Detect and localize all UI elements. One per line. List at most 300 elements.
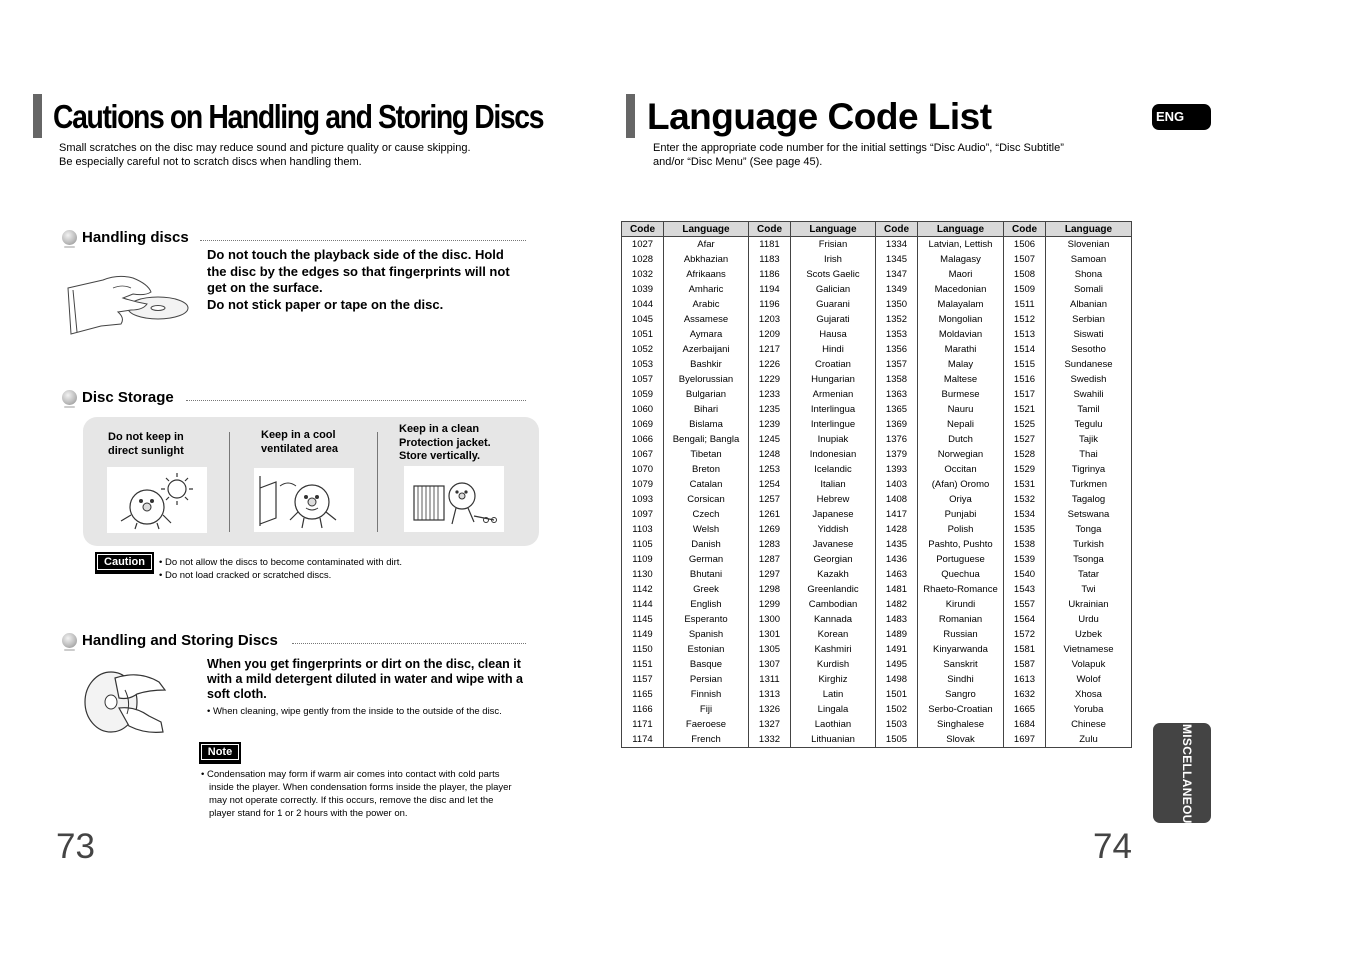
language-code-cell: 1150 [622, 642, 664, 657]
language-name-cell: Estonian [664, 642, 749, 657]
language-code-cell: 1332 [749, 732, 791, 748]
language-code-cell: 1144 [622, 597, 664, 612]
language-code-cell: 1233 [749, 387, 791, 402]
language-name-cell: Icelandic [791, 462, 876, 477]
title-bar-right [626, 94, 635, 138]
language-code-cell: 1352 [876, 312, 918, 327]
table-row [622, 657, 1132, 672]
cleaning-bullet: • When cleaning, wipe gently from the inside to the outside of the disc. [207, 706, 502, 717]
section-bullet-icon [62, 230, 77, 245]
language-code-cell: 1350 [876, 297, 918, 312]
language-name-cell: Russian [918, 627, 1004, 642]
language-code-cell: 1512 [1004, 312, 1046, 327]
table-row [622, 717, 1132, 732]
language-name-cell: Malayalam [918, 297, 1004, 312]
language-code-cell: 1300 [749, 612, 791, 627]
language-name-cell: Scots Gaelic [791, 267, 876, 282]
language-code-cell: 1254 [749, 477, 791, 492]
language-name-cell: Kannada [791, 612, 876, 627]
language-name-cell: Thai [1046, 447, 1132, 462]
language-code-cell: 1066 [622, 432, 664, 447]
language-name-cell: Albanian [1046, 297, 1132, 312]
language-code-cell: 1053 [622, 357, 664, 372]
language-code-cell: 1297 [749, 567, 791, 582]
language-code-cell: 1283 [749, 537, 791, 552]
language-code-cell: 1428 [876, 522, 918, 537]
language-name-cell: Volapuk [1046, 657, 1132, 672]
language-code-cell: 1059 [622, 387, 664, 402]
language-code-cell: 1093 [622, 492, 664, 507]
language-code-cell: 1299 [749, 597, 791, 612]
language-name-cell: Shona [1046, 267, 1132, 282]
language-name-cell: Abkhazian [664, 252, 749, 267]
language-name-cell: Corsican [664, 492, 749, 507]
language-name-cell: (Afan) Oromo [918, 477, 1004, 492]
divider [200, 240, 526, 241]
language-name-cell: English [664, 597, 749, 612]
language-name-cell: Frisian [791, 237, 876, 253]
language-code-cell: 1070 [622, 462, 664, 477]
language-name-cell: Afrikaans [664, 267, 749, 282]
section-heading: Disc Storage [82, 389, 174, 406]
note-badge: Note [199, 742, 241, 764]
table-row [622, 597, 1132, 612]
language-name-cell: Uzbek [1046, 627, 1132, 642]
language-name-cell: Laothian [791, 717, 876, 732]
language-name-cell: Latin [791, 687, 876, 702]
section-bullet-icon [62, 390, 77, 405]
table-row [622, 687, 1132, 702]
language-name-cell: Georgian [791, 552, 876, 567]
table-row [622, 612, 1132, 627]
language-code-cell: 1209 [749, 327, 791, 342]
language-name-cell: Mongolian [918, 312, 1004, 327]
page-title-right: Language Code List [647, 96, 992, 137]
language-name-cell: Japanese [791, 507, 876, 522]
language-name-cell: Moldavian [918, 327, 1004, 342]
storage-label-sunlight: Do not keep in direct sunlight [108, 431, 184, 457]
language-code-cell: 1376 [876, 432, 918, 447]
language-name-cell: Burmese [918, 387, 1004, 402]
language-name-cell: Hungarian [791, 372, 876, 387]
language-code-cell: 1186 [749, 267, 791, 282]
language-code-cell: 1257 [749, 492, 791, 507]
language-code-cell: 1481 [876, 582, 918, 597]
language-code-cell: 1697 [1004, 732, 1046, 748]
table-row [622, 327, 1132, 342]
language-code-cell: 1632 [1004, 687, 1046, 702]
language-code-cell: 1543 [1004, 582, 1046, 597]
language-name-cell: Finnish [664, 687, 749, 702]
language-code-cell: 1157 [622, 672, 664, 687]
language-name-cell: Malagasy [918, 252, 1004, 267]
language-name-cell: Urdu [1046, 612, 1132, 627]
language-name-cell: Greek [664, 582, 749, 597]
language-name-cell: Tatar [1046, 567, 1132, 582]
language-name-cell: Nepali [918, 417, 1004, 432]
language-name-cell: Quechua [918, 567, 1004, 582]
language-code-cell: 1369 [876, 417, 918, 432]
language-name-cell: Byelorussian [664, 372, 749, 387]
language-code-cell: 1039 [622, 282, 664, 297]
language-code-cell: 1538 [1004, 537, 1046, 552]
language-name-cell: Esperanto [664, 612, 749, 627]
language-code-cell: 1347 [876, 267, 918, 282]
language-code-cell: 1045 [622, 312, 664, 327]
language-code-cell: 1532 [1004, 492, 1046, 507]
language-code-cell: 1393 [876, 462, 918, 477]
language-code-cell: 1379 [876, 447, 918, 462]
language-name-cell: Tamil [1046, 402, 1132, 417]
language-code-cell: 1334 [876, 237, 918, 253]
language-name-cell: Zulu [1046, 732, 1132, 748]
language-code-cell: 1613 [1004, 672, 1046, 687]
language-name-cell: Kashmiri [791, 642, 876, 657]
language-name-cell: Sundanese [1046, 357, 1132, 372]
language-name-cell: Maori [918, 267, 1004, 282]
language-code-cell: 1517 [1004, 387, 1046, 402]
language-code-cell: 1079 [622, 477, 664, 492]
language-code-cell: 1298 [749, 582, 791, 597]
language-code-cell: 1196 [749, 297, 791, 312]
language-code-cell: 1417 [876, 507, 918, 522]
column-header: Code [1004, 222, 1046, 237]
table-header-row [622, 222, 1132, 237]
language-name-cell: Kinyarwanda [918, 642, 1004, 657]
language-name-cell: Tegulu [1046, 417, 1132, 432]
language-code-cell: 1313 [749, 687, 791, 702]
language-code-cell: 1515 [1004, 357, 1046, 372]
intro-right: Enter the appropriate code number for the initial settings “Disc Audio”, “Disc Subtitle” and/or “Disc Menu” (See page 45). [653, 142, 1064, 168]
language-name-cell: Interlingua [791, 402, 876, 417]
language-code-cell: 1408 [876, 492, 918, 507]
language-name-cell: Rhaeto-Romance [918, 582, 1004, 597]
table-row [622, 342, 1132, 357]
divider [292, 643, 526, 644]
storage-label-jacket: Keep in a clean Protection jacket. Store vertically. [399, 423, 491, 462]
language-name-cell: Gujarati [791, 312, 876, 327]
language-code-cell: 1103 [622, 522, 664, 537]
language-name-cell: Danish [664, 537, 749, 552]
caution-text: • Do not allow the discs to become contaminated with dirt. • Do not load cracked or scratched discs. [159, 557, 403, 581]
language-name-cell: Welsh [664, 522, 749, 537]
language-code-cell: 1217 [749, 342, 791, 357]
language-name-cell: Afar [664, 237, 749, 253]
language-code-cell: 1060 [622, 402, 664, 417]
table-row [622, 312, 1132, 327]
language-name-cell: Fiji [664, 702, 749, 717]
language-tab-eng: ENG [1152, 104, 1211, 130]
language-name-cell: Tonga [1046, 522, 1132, 537]
language-code-cell: 1203 [749, 312, 791, 327]
language-code-cell: 1435 [876, 537, 918, 552]
section-handling-discs [62, 229, 189, 246]
language-code-cell: 1229 [749, 372, 791, 387]
language-code-cell: 1403 [876, 477, 918, 492]
language-name-cell: Norwegian [918, 447, 1004, 462]
language-code-cell: 1305 [749, 642, 791, 657]
language-code-cell: 1253 [749, 462, 791, 477]
sun-disc-illustration [107, 467, 207, 533]
language-name-cell: Bihari [664, 402, 749, 417]
language-name-cell: Sanskrit [918, 657, 1004, 672]
language-code-cell: 1527 [1004, 432, 1046, 447]
language-code-cell: 1245 [749, 432, 791, 447]
language-code-cell: 1287 [749, 552, 791, 567]
language-name-cell: Malay [918, 357, 1004, 372]
language-name-cell: Tsonga [1046, 552, 1132, 567]
language-name-cell: Latvian, Lettish [918, 237, 1004, 253]
language-code-cell: 1311 [749, 672, 791, 687]
language-code-cell: 1498 [876, 672, 918, 687]
language-code-cell: 1483 [876, 612, 918, 627]
language-code-cell: 1105 [622, 537, 664, 552]
language-name-cell: Xhosa [1046, 687, 1132, 702]
language-code-cell: 1521 [1004, 402, 1046, 417]
language-code-cell: 1365 [876, 402, 918, 417]
table-row [622, 537, 1132, 552]
language-name-cell: Polish [918, 522, 1004, 537]
language-name-cell: Spanish [664, 627, 749, 642]
language-name-cell: Kurdish [791, 657, 876, 672]
language-name-cell: Oriya [918, 492, 1004, 507]
table-row [622, 402, 1132, 417]
language-code-cell: 1436 [876, 552, 918, 567]
table-row [622, 447, 1132, 462]
language-name-cell: Sangro [918, 687, 1004, 702]
language-name-cell: Bulgarian [664, 387, 749, 402]
language-name-cell: Dutch [918, 432, 1004, 447]
language-name-cell: Faeroese [664, 717, 749, 732]
language-code-cell: 1069 [622, 417, 664, 432]
language-name-cell: Cambodian [791, 597, 876, 612]
language-code-cell: 1358 [876, 372, 918, 387]
language-name-cell: Czech [664, 507, 749, 522]
jacket-disc-illustration [404, 466, 504, 532]
table-row [622, 357, 1132, 372]
language-code-cell: 1516 [1004, 372, 1046, 387]
language-name-cell: Persian [664, 672, 749, 687]
caution-badge: Caution [95, 552, 154, 574]
language-name-cell: Italian [791, 477, 876, 492]
language-name-cell: Kirundi [918, 597, 1004, 612]
language-name-cell: Greenlandic [791, 582, 876, 597]
language-code-cell: 1044 [622, 297, 664, 312]
language-code-cell: 1307 [749, 657, 791, 672]
language-name-cell: Twi [1046, 582, 1132, 597]
language-code-cell: 1495 [876, 657, 918, 672]
table-row [622, 252, 1132, 267]
table-row [622, 642, 1132, 657]
language-code-cell: 1665 [1004, 702, 1046, 717]
hand-holding-disc-illustration [63, 268, 191, 336]
intro-left: Small scratches on the disc may reduce sound and picture quality or cause skipping. Be especially careful not to scratch discs when handling them. [59, 142, 471, 168]
section-bullet-icon [62, 633, 77, 648]
language-name-cell: Samoan [1046, 252, 1132, 267]
language-code-cell: 1539 [1004, 552, 1046, 567]
table-row [622, 387, 1132, 402]
language-code-cell: 1353 [876, 327, 918, 342]
language-code-cell: 1463 [876, 567, 918, 582]
language-name-cell: Swedish [1046, 372, 1132, 387]
language-name-cell: Amharic [664, 282, 749, 297]
section-heading: Handling and Storing Discs [82, 632, 278, 649]
language-name-cell: Aymara [664, 327, 749, 342]
language-name-cell: Sindhi [918, 672, 1004, 687]
language-code-cell: 1194 [749, 282, 791, 297]
language-name-cell: Sesotho [1046, 342, 1132, 357]
language-code-cell: 1327 [749, 717, 791, 732]
language-code-cell: 1057 [622, 372, 664, 387]
language-name-cell: Azerbaijani [664, 342, 749, 357]
column-header: Code [876, 222, 918, 237]
language-name-cell: Breton [664, 462, 749, 477]
language-code-cell: 1130 [622, 567, 664, 582]
storage-label-cool: Keep in a cool ventilated area [261, 429, 339, 455]
language-code-cell: 1581 [1004, 642, 1046, 657]
section-disc-storage [62, 389, 174, 406]
language-code-cell: 1540 [1004, 567, 1046, 582]
language-code-cell: 1513 [1004, 327, 1046, 342]
language-code-cell: 1165 [622, 687, 664, 702]
language-name-cell: Vietnamese [1046, 642, 1132, 657]
language-name-cell: Kirghiz [791, 672, 876, 687]
language-name-cell: Portuguese [918, 552, 1004, 567]
language-code-cell: 1145 [622, 612, 664, 627]
language-name-cell: Bislama [664, 417, 749, 432]
language-code-cell: 1166 [622, 702, 664, 717]
column-header: Language [791, 222, 876, 237]
language-name-cell: Tibetan [664, 447, 749, 462]
miscellaneous-tab-label: MISCELLANEOUS [1180, 724, 1194, 832]
language-name-cell: Yoruba [1046, 702, 1132, 717]
language-name-cell: Punjabi [918, 507, 1004, 522]
column-header: Language [1046, 222, 1132, 237]
language-name-cell: Bashkir [664, 357, 749, 372]
language-code-cell: 1142 [622, 582, 664, 597]
language-code-cell: 1363 [876, 387, 918, 402]
cleaning-disc-illustration [79, 660, 169, 740]
language-code-cell: 1345 [876, 252, 918, 267]
table-row [622, 417, 1132, 432]
language-code-cell: 1482 [876, 597, 918, 612]
note-text: • Condensation may form if warm air comes into contact with cold parts inside the player. When condensation forms inside the player, the player may not operate correctly. If this occurs, remove the disc and let the player stand for 1 or 2 hours with the power on. [201, 769, 512, 819]
table-row [622, 267, 1132, 282]
table-row [622, 522, 1132, 537]
language-name-cell: Singhalese [918, 717, 1004, 732]
language-name-cell: Setswana [1046, 507, 1132, 522]
divider [229, 432, 230, 532]
language-code-cell: 1564 [1004, 612, 1046, 627]
language-name-cell: Serbian [1046, 312, 1132, 327]
section-handling-storing [62, 632, 278, 649]
language-name-cell: Siswati [1046, 327, 1132, 342]
language-code-cell: 1181 [749, 237, 791, 253]
language-code-cell: 1052 [622, 342, 664, 357]
language-name-cell: German [664, 552, 749, 567]
language-code-cell: 1174 [622, 732, 664, 748]
table-row [622, 237, 1132, 253]
language-code-cell: 1067 [622, 447, 664, 462]
table-row [622, 492, 1132, 507]
table-row [622, 462, 1132, 477]
language-code-cell: 1489 [876, 627, 918, 642]
page-title-left: Cautions on Handling and Storing Discs [53, 98, 544, 135]
language-name-cell: Hebrew [791, 492, 876, 507]
language-code-cell: 1226 [749, 357, 791, 372]
table-row [622, 732, 1132, 748]
column-header: Code [749, 222, 791, 237]
language-code-cell: 1587 [1004, 657, 1046, 672]
language-code-cell: 1032 [622, 267, 664, 282]
language-code-cell: 1502 [876, 702, 918, 717]
language-name-cell: Hausa [791, 327, 876, 342]
language-code-cell: 1501 [876, 687, 918, 702]
table-row [622, 627, 1132, 642]
language-code-table [621, 221, 1132, 748]
language-code-cell: 1511 [1004, 297, 1046, 312]
table-row [622, 477, 1132, 492]
language-name-cell: Hindi [791, 342, 876, 357]
language-code-cell: 1491 [876, 642, 918, 657]
language-name-cell: French [664, 732, 749, 748]
language-code-cell: 1503 [876, 717, 918, 732]
divider [186, 400, 526, 401]
language-name-cell: Irish [791, 252, 876, 267]
table-row [622, 702, 1132, 717]
language-name-cell: Slovak [918, 732, 1004, 748]
language-name-cell: Arabic [664, 297, 749, 312]
table-row [622, 507, 1132, 522]
language-name-cell: Pashto, Pushto [918, 537, 1004, 552]
cool-area-disc-illustration [254, 468, 354, 532]
language-name-cell: Assamese [664, 312, 749, 327]
language-name-cell: Korean [791, 627, 876, 642]
language-name-cell: Swahili [1046, 387, 1132, 402]
language-name-cell: Basque [664, 657, 749, 672]
language-name-cell: Maltese [918, 372, 1004, 387]
language-name-cell: Slovenian [1046, 237, 1132, 253]
language-name-cell: Guarani [791, 297, 876, 312]
language-code-cell: 1235 [749, 402, 791, 417]
language-code-cell: 1356 [876, 342, 918, 357]
title-bar-left [33, 94, 42, 138]
column-header: Language [918, 222, 1004, 237]
section-heading: Handling discs [82, 229, 189, 246]
table-row [622, 582, 1132, 597]
language-name-cell: Somali [1046, 282, 1132, 297]
language-name-cell: Yiddish [791, 522, 876, 537]
language-name-cell: Tagalog [1046, 492, 1132, 507]
language-code-cell: 1151 [622, 657, 664, 672]
language-code-cell: 1109 [622, 552, 664, 567]
language-code-cell: 1149 [622, 627, 664, 642]
language-name-cell: Tajik [1046, 432, 1132, 447]
language-code-cell: 1051 [622, 327, 664, 342]
language-name-cell: Chinese [1046, 717, 1132, 732]
language-code-cell: 1027 [622, 237, 664, 253]
page-number-left: 73 [56, 827, 95, 866]
language-code-cell: 1183 [749, 252, 791, 267]
language-code-cell: 1349 [876, 282, 918, 297]
language-code-cell: 1506 [1004, 237, 1046, 253]
language-name-cell: Croatian [791, 357, 876, 372]
language-code-cell: 1534 [1004, 507, 1046, 522]
language-code-cell: 1301 [749, 627, 791, 642]
language-code-cell: 1505 [876, 732, 918, 748]
language-code-cell: 1239 [749, 417, 791, 432]
handling-instructions: Do not touch the playback side of the disc. Hold the disc by the edges so that fingerprints will not get on the surface. Do not stick paper or tape on the disc. [207, 247, 510, 312]
